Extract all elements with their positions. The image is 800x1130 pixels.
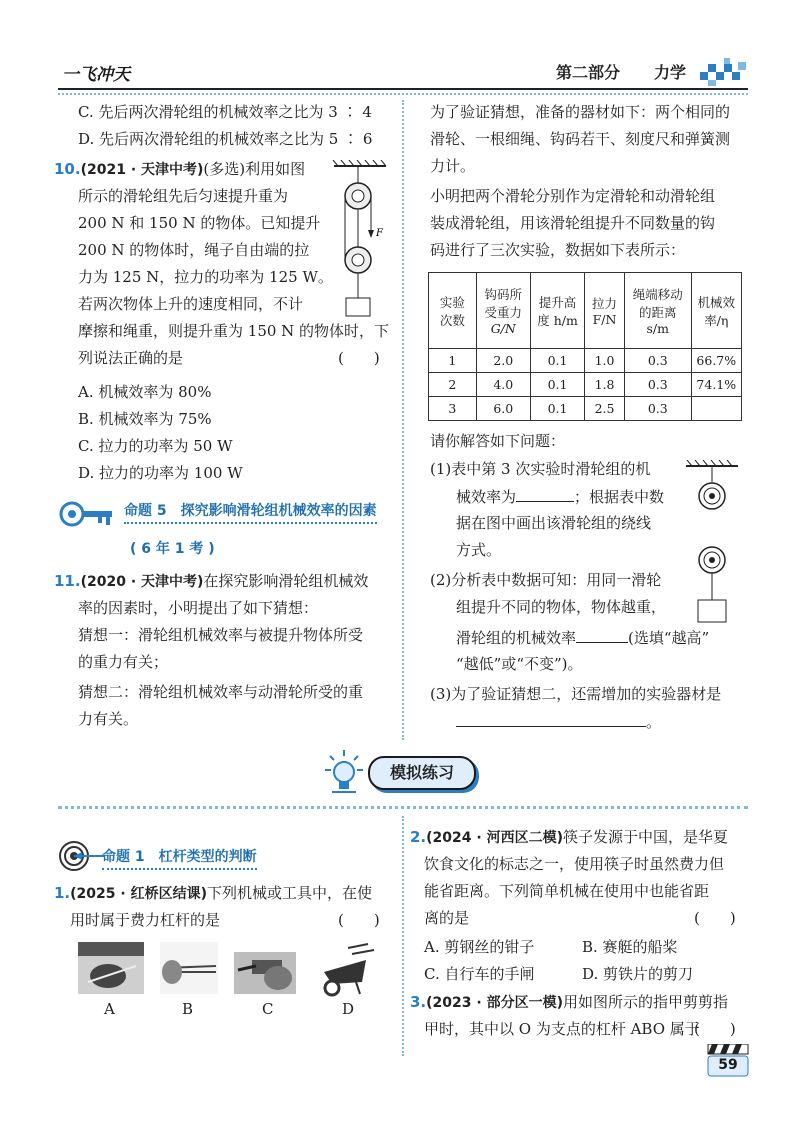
q10-line-7: 摩擦和绳重，则提升重为 150 N 的物体时，下	[78, 322, 390, 340]
q2-line-2: 饮食文化的标志之一，使用筷子时虽然费力但	[424, 855, 725, 873]
table-cell: 1	[429, 349, 477, 373]
q10-line-4: 200 N 的物体时，绳子自由端的拉	[78, 241, 310, 259]
q10-text: (多选)利用如图	[203, 160, 306, 178]
q11-source: (2020 · 天津中考)	[80, 574, 204, 590]
section-banner: 模拟练习	[368, 756, 476, 790]
q10-option-a: A. 机械效率为 80%	[78, 383, 212, 401]
q10-option-b: B. 机械效率为 75%	[78, 410, 212, 428]
page-number: 59	[718, 1057, 738, 1073]
q10-source: (2021 · 天津中考)	[80, 162, 204, 178]
q10-line-5: 力为 125 N，拉力的功率为 125 W。	[78, 268, 333, 286]
option-d-prev: D. 先后两次滑轮组的机械效率之比为 5 ∶ 6	[78, 130, 373, 148]
tweezers-image	[78, 942, 144, 994]
right-line-4: 小明把两个滑轮分别作为定滑轮和动滑轮组	[430, 187, 716, 205]
table-cell: 2.0	[476, 349, 530, 373]
right-line-2: 滑轮、一根细绳、钩码若干、刻度尺和弹簧测	[430, 130, 731, 148]
q1-line-1	[54, 882, 372, 905]
table-cell: 0.3	[624, 373, 691, 397]
header-brand: 一飞冲天	[62, 65, 130, 85]
table-cell: 1.0	[585, 349, 625, 373]
table-header: 实验 次数	[429, 273, 477, 349]
sub-q2-line-1: (2)分析表中数据可知：用同一滑轮	[430, 571, 662, 589]
column-divider-lower	[402, 816, 404, 1056]
scissors-image	[234, 952, 296, 994]
option-c-prev: C. 先后两次滑轮组的机械效率之比为 3 ∶ 4	[78, 103, 372, 121]
table-header-row	[429, 273, 742, 349]
header-rule	[58, 88, 748, 90]
answer-blank-efficiency[interactable]	[516, 485, 574, 502]
table-cell: 4.0	[476, 373, 530, 397]
key-icon	[58, 500, 116, 528]
q11-line-2: 率的因素时，小明提出了如下猜想：	[78, 599, 319, 617]
q10-line-6: 若两次物体上升的速度相同，不计	[78, 295, 304, 313]
image-label-a: A	[104, 1000, 115, 1018]
topic5-title: 命题 5 探究影响滑轮组机械效率的因素	[124, 500, 377, 524]
answer-blank-trend[interactable]	[576, 626, 628, 643]
wheelbarrow-image	[318, 942, 380, 998]
q2-option-d: D. 剪铁片的剪刀	[582, 965, 694, 983]
lightbulb-icon	[322, 748, 366, 796]
sub-q2-line-4: “越低”或“不变”)。	[456, 655, 583, 673]
header-part: 第二部分	[556, 63, 621, 82]
q10-option-c: C. 拉力的功率为 50 W	[78, 437, 233, 455]
q10-option-d: D. 拉力的功率为 100 W	[78, 464, 243, 482]
q10-line-2: 所示的滑轮组先后匀速提升重为	[78, 187, 289, 205]
q11-text: 在探究影响滑轮组机械效	[203, 572, 369, 590]
experiment-table	[428, 272, 742, 421]
q2-number: 2.	[410, 828, 427, 846]
sub-q1-line-3: 据在图中画出该滑轮组的绕线	[456, 514, 652, 532]
q1-number: 1.	[54, 884, 71, 902]
table-cell: 2.5	[585, 397, 625, 421]
q3-source: (2023 · 部分区一模)	[426, 995, 563, 1011]
q1-text: 下列机械或工具中，在使	[206, 884, 372, 902]
q10-number: 10.	[54, 160, 81, 178]
q11-line-5: 猜想二：滑轮组机械效率与动滑轮所受的重	[78, 683, 364, 701]
svg-text:F: F	[376, 228, 383, 239]
q10-paren: ( )	[338, 349, 380, 367]
table-header: 提升高 度 h/m	[530, 273, 584, 349]
table-cell: 6.0	[476, 397, 530, 421]
right-line-6: 码进行了三次实验，数据如下表所示：	[430, 241, 686, 259]
q3-line-1	[410, 991, 728, 1014]
q3-number: 3.	[410, 993, 427, 1011]
q2-paren: ( )	[694, 909, 736, 927]
image-label-b: B	[182, 1000, 194, 1018]
q11-number: 11.	[54, 572, 81, 590]
table-header: 钩码所 受重力 G/N	[476, 273, 530, 349]
q11-line-3: 猜想一：滑轮组机械效率与被提升物体所受	[78, 626, 364, 644]
table-cell: 74.1%	[691, 373, 741, 397]
header-dots	[58, 93, 748, 95]
table-header: 绳端移动 的距离 s/m	[624, 273, 691, 349]
table-cell: 0.1	[530, 397, 584, 421]
q1-paren: ( )	[338, 911, 380, 929]
table-row	[429, 373, 742, 397]
drawing-pulley-figure[interactable]	[684, 460, 740, 630]
sub-q1-line-4: 方式。	[456, 541, 502, 559]
right-line-1: 为了验证猜想，准备的器材如下：两个相同的	[430, 103, 731, 121]
sub-q3-line-2: 。	[456, 710, 661, 733]
q2-line-4: 离的是	[424, 909, 470, 927]
q2-line-3: 能省距离。下列简单机械在使用中也能省距	[424, 882, 710, 900]
table-cell: 0.3	[624, 397, 691, 421]
q10-line-1	[54, 158, 305, 181]
sub-q2-line-2: 组提升不同的物体，物体越重，	[456, 598, 667, 616]
table-cell: 0.3	[624, 349, 691, 373]
column-divider	[402, 100, 404, 740]
q2-text: 筷子发源于中国，是华夏	[562, 828, 728, 846]
q10-pulley-figure	[330, 160, 390, 320]
q3-text: 用如图所示的指甲剪剪指	[562, 993, 728, 1011]
sub-q2-line-3: 滑轮组的机械效率 (选填“越高”	[456, 626, 709, 649]
q2-line-1	[410, 826, 728, 849]
q10-line-8: 列说法正确的是	[78, 349, 184, 367]
table-cell: 0.1	[530, 349, 584, 373]
table-cell: 66.7%	[691, 349, 741, 373]
table-cell: 2	[429, 373, 477, 397]
sub-q1-line-2: 械效率为 ；根据表中数	[456, 485, 664, 508]
table-header: 拉力 F/N	[585, 273, 625, 349]
q2-option-a: A. 剪钢丝的钳子	[424, 938, 535, 956]
table-cell: 3	[429, 397, 477, 421]
table-cell: 1.8	[585, 373, 625, 397]
q10-line-3: 200 N 和 150 N 的物体。已知提升	[78, 214, 321, 232]
questions-intro: 请你解答如下问题：	[430, 432, 566, 450]
q2-source: (2024 · 河西区二模)	[426, 830, 563, 846]
header-subject: 力学	[654, 63, 687, 82]
q3-line-2: 甲时，其中以 O 为支点的杠杆 ABO 属于	[424, 1020, 700, 1038]
q1-line-2: 用时属于费力杠杆的是	[70, 911, 221, 929]
topic1-title: 命题 1 杠杆类型的判断	[102, 846, 257, 870]
right-line-3: 力计。	[430, 157, 476, 175]
q11-line-1	[54, 570, 368, 593]
table-cell	[691, 397, 741, 421]
q11-line-4: 的重力有关；	[78, 653, 169, 671]
chopsticks-image	[160, 942, 218, 994]
sub-q3-line-1: (3)为了验证猜想二，还需增加的实验器材是	[430, 685, 722, 703]
q11-line-6: 力有关。	[78, 710, 139, 728]
image-label-d: D	[342, 1000, 355, 1018]
table-header: 机械效 率/η	[691, 273, 741, 349]
header-checker-icon	[700, 58, 748, 88]
q1-source: (2025 · 红桥区结课)	[70, 886, 207, 902]
q3-paren: ( )	[694, 1020, 736, 1038]
table-row	[429, 397, 742, 421]
q2-option-b: B. 赛艇的船桨	[582, 938, 678, 956]
answer-blank-equipment[interactable]	[456, 710, 646, 727]
table-row	[429, 349, 742, 373]
right-line-5: 装成滑轮组，用该滑轮组提升不同数量的钩	[430, 214, 716, 232]
sub-q1-line-1: (1)表中第 3 次实验时滑轮组的机	[430, 460, 651, 478]
q2-option-c: C. 自行车的手闸	[424, 965, 535, 983]
image-label-c: C	[262, 1000, 274, 1018]
section-dots	[58, 806, 748, 809]
topic5-frequency: ( 6 年 1 考 )	[130, 541, 215, 557]
table-cell: 0.1	[530, 373, 584, 397]
